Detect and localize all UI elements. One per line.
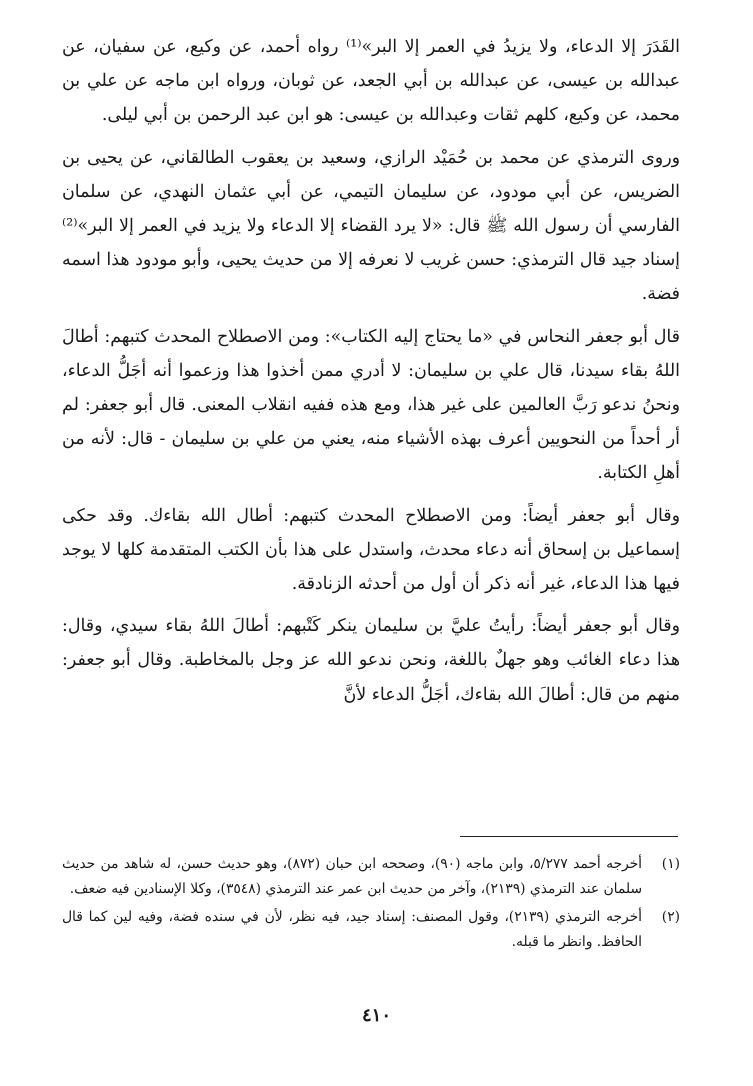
footnote-1 bbox=[62, 852, 680, 901]
paragraph-4: وقال أبو جعفر أيضاً: ومن الاصطلاح المحدث كتبهم: أطال الله بقاءك. وقد حكى إسماعيل بن إسحاق أنه دعاء محدث، واستدل على هذا بأن الكتب المتقدمة كلها لا يوجد فيها هذا الدعاء، غير أنه ذكر أن أول من أحدثه الزنادقة. bbox=[62, 505, 680, 595]
footnote-2 bbox=[62, 905, 680, 954]
footnote-divider bbox=[460, 836, 678, 837]
footnote-text: أخرجه أحمد ٥/٢٧٧، وابن ماجه (٩٠)، وصححه ابن حبان (٨٧٢)، وهو حديث حسن، له شاهد من حديث سلمان عند الترمذي (٢١٣٩)، وآخر من حديث ابن عمر عند الترمذي (٣٥٤٨)، وكلا الإسنادين فيه ضعف. bbox=[62, 856, 642, 897]
main-text bbox=[62, 30, 680, 712]
paragraph-3: قال أبو جعفر النحاس في «ما يحتاج إليه الكتاب»: ومن الاصطلاح المحدث كتبهم: أطالَ اللهُ بقاء سيدنا، قال علي بن سليمان: لا أدري ممن أخذوا هذا وزعموا أنه أجَلُّ الدعاء، ونحنُ ندعو رَبَّ العالمين على غير هذا، ومع هذه ففيه انقلاب المعنى. قال أبو جعفر: لم أر أحداً من النحويين أعرف بهذه الأشياء منه، يعني من علي بن سليمان - قال: لأنه من أهلِ الكتابة. bbox=[62, 326, 680, 484]
footnote-text: أخرجه الترمذي (٢١٣٩)، وقول المصنف: إسناد جيد، فيه نظر، لأن في سنده فضة، وفيه لين كما قال الحافظ. وانظر ما قبله. bbox=[62, 909, 642, 950]
paragraph-2: وروى الترمذي عن محمد بن حُمَيْد الرازي، وسعيد بن يعقوب الطالقاني، عن يحيى بن الضريس، عن أبي مودود، عن سليمان التيمي، عن أبي عثمان النهدي، عن سلمان الفارسي أن رسول الله ﷺ قال: «لا يرد القضاء إلا الدعاء ولا يزيد في العمر إلا البر»⁽²⁾ إسناد جيد قال الترمذي: حسن غريب لا نعرفه إلا من حديث يحيى، وأبو مودود هذا اسمه فضة. bbox=[62, 147, 680, 305]
paragraph-5: وقال أبو جعفر أيضاً: رأيتُ عليَّ بن سليمان ينكر كَتْبهم: أطالَ اللهُ بقاء سيدي، وقال: هذا دعاء الغائب وهو جهلٌ باللغة، ونحن ندعو الله عز وجل بالمخاطبة. وقال أبو جعفر: منهم من قال: أطالَ الله بقاءك، أجَلُّ الدعاء لأنَّ bbox=[62, 616, 680, 705]
footnote-number: (٢) bbox=[661, 909, 680, 925]
footnote-number: (١) bbox=[661, 856, 680, 872]
footnotes bbox=[62, 852, 680, 958]
paragraph-1: القَدَرَ إلا الدعاء، ولا يزيدُ في العمر إلا البر»⁽¹⁾ رواه أحمد، عن وكيع، عن سفيان، عن عبدالله بن عيسى، عن عبدالله بن أبي الجعد، عن ثوبان، ورواه ابن ماجه عن علي بن محمد، عن وكيع، كلهم ثقات وعبدالله بن عيسى: هو ابن عبد الرحمن بن أبي ليلى. bbox=[62, 37, 680, 126]
page-number: ٤١٠ bbox=[361, 1005, 391, 1026]
